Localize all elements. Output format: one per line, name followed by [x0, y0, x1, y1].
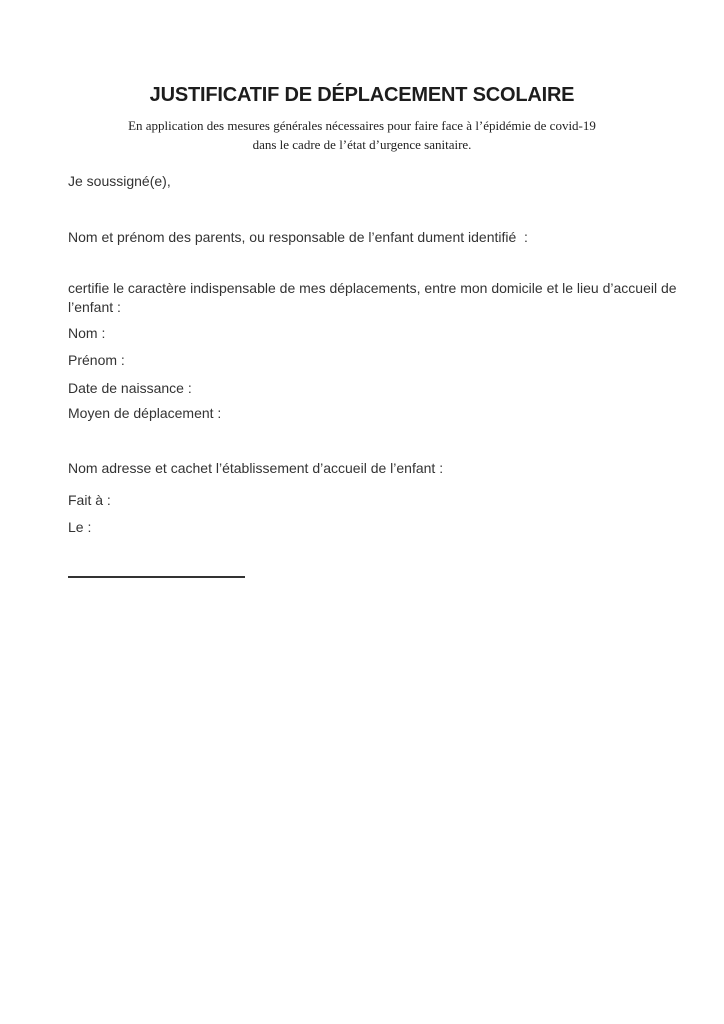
field-label-date-naissance: Date de naissance : — [68, 380, 192, 396]
field-label-prenom: Prénom : — [68, 352, 125, 368]
document-subtitle-line-1: En application des mesures générales nécessaires pour faire face à l’épidémie de covid-19 — [128, 118, 596, 133]
field-label-le: Le : — [68, 519, 92, 535]
salutation-text: Je soussigné(e), — [68, 173, 171, 189]
signature-line — [68, 576, 245, 578]
document-title: JUSTIFICATIF DE DÉPLACEMENT SCOLAIRE — [149, 84, 575, 106]
field-label-nom: Nom : — [68, 325, 106, 341]
certification-text-line-2: l’enfant : — [68, 299, 121, 315]
identity-prompt-text: Nom et prénom des parents, ou responsable de l’enfant dument identifié : — [68, 229, 528, 245]
establishment-prompt-text: Nom adresse et cachet l’établissement d’accueil de l’enfant : — [68, 460, 444, 476]
certification-text-line-1: certifie le caractère indispensable de mes déplacements, entre mon domicile et le lieu d’accueil de — [68, 280, 677, 296]
document-subtitle — [0, 116, 724, 154]
field-label-moyen-deplacement: Moyen de déplacement : — [68, 405, 222, 421]
field-label-fait-a: Fait à : — [68, 492, 111, 508]
document-subtitle-line-2: dans le cadre de l’état d’urgence sanitaire. — [252, 137, 472, 152]
